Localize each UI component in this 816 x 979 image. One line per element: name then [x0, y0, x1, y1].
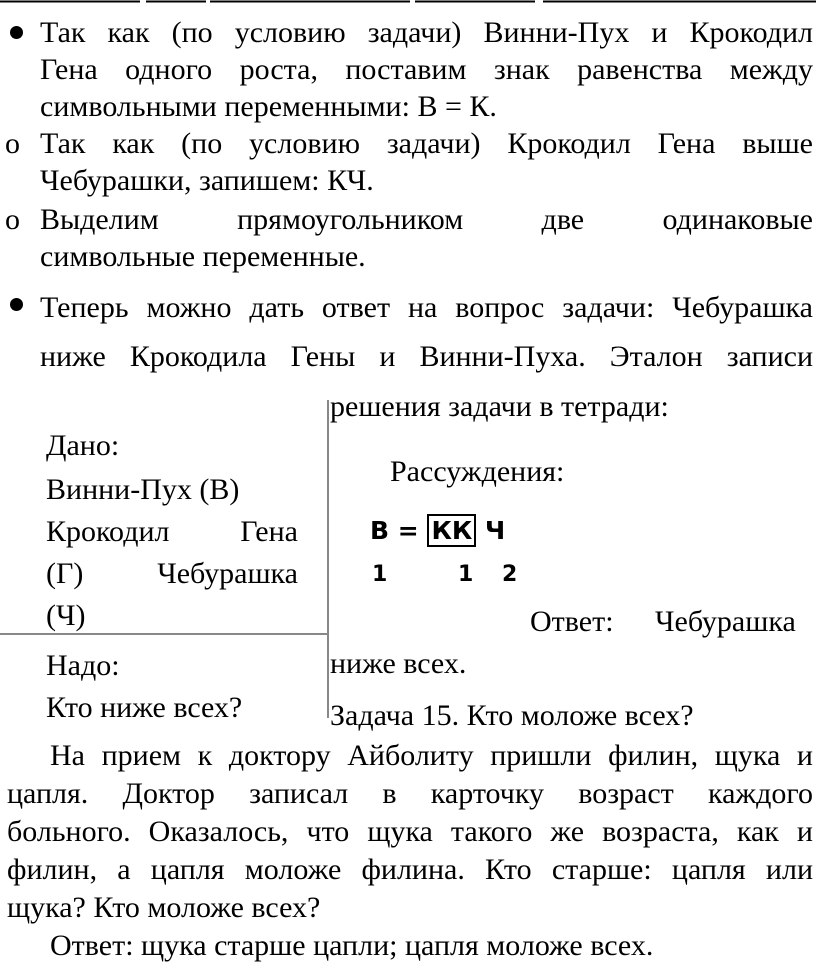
bullet-4-line-3: решения задачи в тетради:: [330, 390, 669, 423]
bullet-4-line-1: Теперь можно дать ответ на вопрос задачи: Чебурашка: [40, 291, 813, 324]
given-line-2: Крокодил Гена: [46, 515, 298, 548]
reasoning-title: Рассуждения:: [390, 455, 565, 488]
formula-index-3: 2: [502, 562, 518, 587]
bullet-1-line-1: Так как (по условию задачи) Винни-Пух и Крокодил: [40, 16, 813, 49]
bullet-2-line-2: Чебурашки, запишем: КЧ.: [40, 164, 374, 197]
answer-value: Чебурашка: [655, 605, 796, 638]
task15-answer: Ответ: щука старше цапли; цапля моложе всех.: [50, 929, 654, 962]
bullet-1-line-3: символьными переменными: В = К.: [40, 90, 497, 123]
formula-index-2: 1: [458, 562, 474, 587]
formula-left: В =: [370, 516, 419, 545]
bullet-4-line-2: ниже Крокодила Гены и Винни-Пуха. Эталон записи: [40, 340, 813, 373]
table-divider-vertical: [327, 400, 329, 718]
formula-right: Ч: [485, 516, 506, 545]
task15-title: Задача 15. Кто моложе всех?: [330, 699, 694, 732]
bullet-dot-4: [10, 298, 23, 311]
need-question: Кто ниже всех?: [46, 691, 243, 724]
task15-line-3: больного. Оказалось, что щука такого же возраста, как и: [7, 815, 813, 848]
bullet-1-line-2: Гена одного роста, поставим знак равенства между: [40, 53, 813, 86]
answer-label: Ответ:: [530, 605, 614, 638]
bullet-marker-2: o: [5, 127, 20, 160]
bullet-3-line-2: символьные переменные.: [40, 240, 366, 273]
top-border: [0, 0, 816, 3]
task15-line-2: цапля. Доктор записал в карточку возраст каждого: [7, 777, 813, 810]
task15-line-5: щука? Кто моложе всех?: [7, 891, 321, 924]
formula-boxed: КК: [427, 514, 476, 547]
task15-line-4: филин, а цапля моложе филина. Кто старше: цапля или: [7, 853, 813, 886]
bullet-dot-1: [10, 26, 23, 39]
bullet-2-line-1: Так как (по условию задачи) Крокодил Гена выше: [40, 127, 813, 160]
given-line-4: (Ч): [46, 599, 86, 632]
reasoning-formula: [370, 516, 505, 546]
bullet-3-line-1: Выделим прямоугольником две одинаковые: [40, 203, 813, 236]
given-line-1: Винни-Пух (В): [46, 473, 240, 506]
formula-index-1: 1: [372, 562, 388, 587]
formula-index-3-clip: [502, 560, 518, 590]
given-line-3: (Г) Чебурашка: [46, 557, 298, 590]
answer-line-2: ниже всех.: [330, 647, 467, 680]
task15-line-1: На прием к доктору Айболиту пришли филин, щука и: [50, 739, 813, 772]
given-title: Дано:: [46, 429, 120, 462]
bullet-marker-3: o: [5, 203, 20, 236]
need-title: Надо:: [46, 649, 120, 682]
